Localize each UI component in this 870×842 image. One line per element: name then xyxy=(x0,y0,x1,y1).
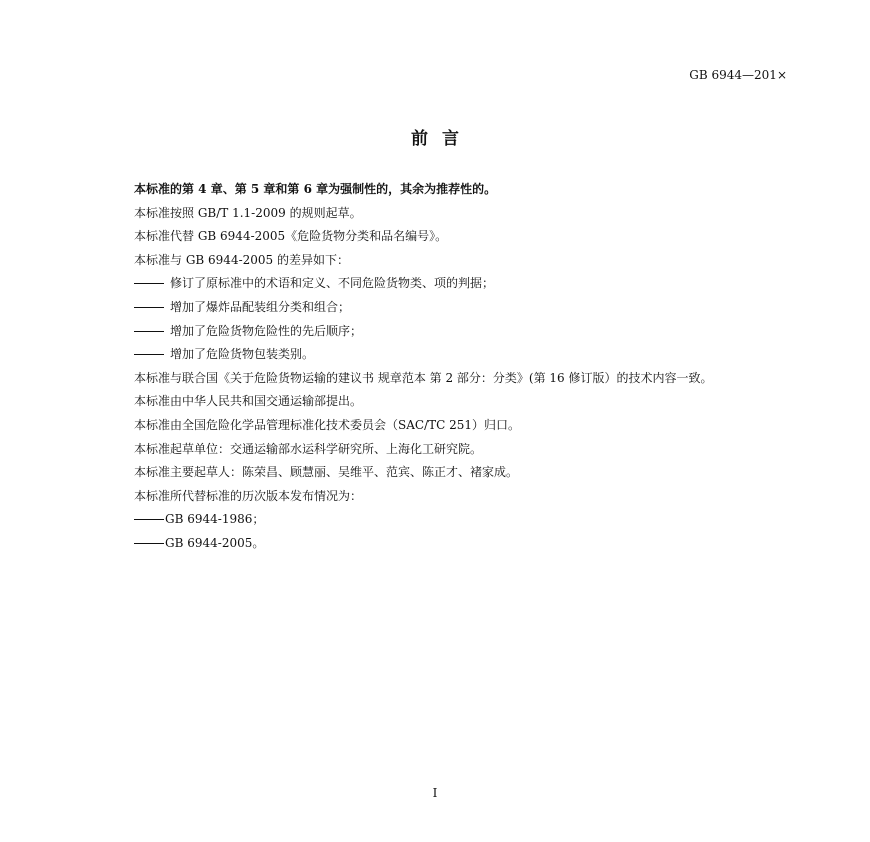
dash-mark xyxy=(134,307,164,308)
dash-mark xyxy=(134,543,164,544)
dash-mark xyxy=(134,354,164,355)
difference-text: 增加了危险货物包装类别。 xyxy=(170,347,315,362)
difference-text: 修订了原标准中的术语和定义、不同危险货物类、项的判据； xyxy=(170,276,495,291)
version-text: GB 6944-1986； xyxy=(165,512,265,527)
paragraph-differences-intro: 本标准与 GB 6944-2005 的差异如下： xyxy=(134,252,349,267)
paragraph-replaces: 本标准代替 GB 6944-2005《危险货物分类和品名编号》。 xyxy=(134,229,448,244)
page-title: 前言 xyxy=(411,129,473,149)
paragraph-un-consistency: 本标准与联合国《关于危险货物运输的建议书 规章范本 第 2 部分：分类》(第 16 修订版）的技术内容一致。 xyxy=(134,370,713,385)
paragraph-drafting-units: 本标准起草单位：交通运输部水运科学研究所、上海化工研究院。 xyxy=(134,441,483,456)
difference-item xyxy=(106,320,791,344)
difference-item xyxy=(106,343,791,367)
difference-text: 增加了危险货物危险性的先后顺序； xyxy=(170,323,363,338)
dash-mark xyxy=(134,283,164,284)
paragraph-technical-committee: 本标准由全国危险化学品管理标准化技术委员会（SAC/TC 251）归口。 xyxy=(134,417,521,432)
standard-number: GB 6944—201× xyxy=(689,68,787,82)
version-item xyxy=(106,532,791,556)
dash-mark xyxy=(134,331,164,332)
difference-item xyxy=(106,272,791,296)
dash-mark xyxy=(134,519,164,520)
page-number: I xyxy=(432,786,438,800)
paragraph-drafting-rules: 本标准按照 GB/T 1.1-2009 的规则起草。 xyxy=(134,205,362,220)
version-item xyxy=(106,508,791,532)
paragraph-drafters: 本标准主要起草人：陈荣昌、顾慧丽、吴维平、范宾、陈正才、褚家成。 xyxy=(134,465,519,480)
paragraph-proposed-by: 本标准由中华人民共和国交通运输部提出。 xyxy=(134,394,363,409)
paragraph-version-history-intro: 本标准所代替标准的历次版本发布情况为： xyxy=(134,488,363,503)
foreword-body xyxy=(106,178,791,556)
paragraph-mandatory: 本标准的第 4 章、第 5 章和第 6 章为强制性的，其余为推荐性的。 xyxy=(134,182,497,196)
version-text: GB 6944-2005。 xyxy=(165,535,265,550)
difference-item xyxy=(106,296,791,320)
difference-text: 增加了爆炸品配装组分类和组合； xyxy=(170,299,351,314)
